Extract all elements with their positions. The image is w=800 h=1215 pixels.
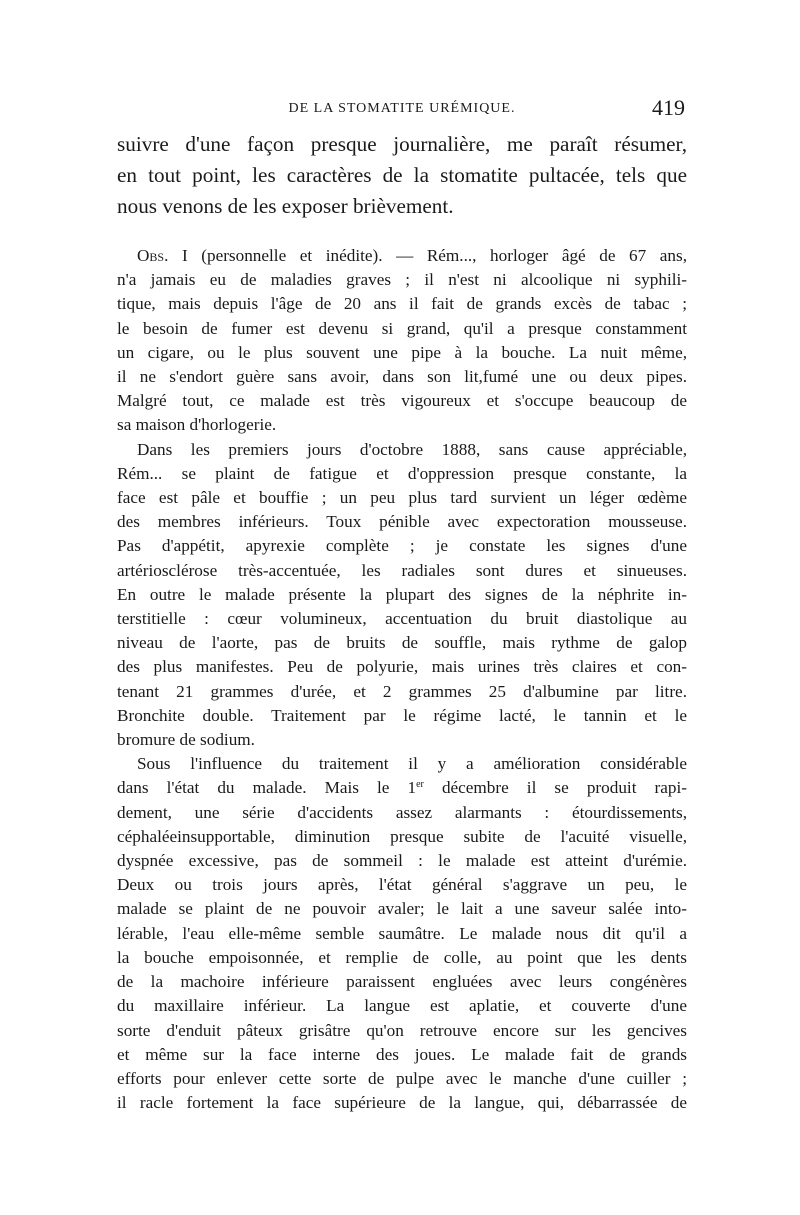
text-line: Dans les premiers jours d'octobre 1888, sans cause appréciable,: [137, 439, 687, 459]
text-line: le besoin de fumer est devenu si grand, qu'il a presque constamment: [117, 318, 687, 338]
observation-paragraph-2: [117, 438, 687, 753]
observation-label: Obs. I: [137, 246, 188, 265]
text-line: un cigare, ou le plus souvent une pipe à la bouche. La nuit même,: [117, 342, 687, 362]
ordinal-superscript: er: [416, 779, 424, 791]
text-line: Deux ou trois jours après, l'état général s'aggrave un peu, le: [117, 875, 687, 895]
text-line: lérable, l'eau elle-même semble saumâtre. Le malade nous dit qu'il a: [117, 923, 687, 943]
text-line: tenant 21 grammes d'urée, et 2 grammes 25 d'albumine par litre.: [117, 681, 687, 701]
text-line: du maxillaire inférieur. La langue est aplatie, et couverte d'une: [117, 996, 687, 1016]
book-page: [117, 95, 687, 1115]
text-line: des membres inférieurs. Toux pénible avec expectoration mousseuse.: [117, 512, 687, 532]
text-line: il racle fortement la face supérieure de la langue, qui, débarrassée de: [117, 1093, 687, 1113]
text-line: tique, mais depuis l'âge de 20 ans il fait de grands excès de tabac ;: [117, 294, 687, 314]
text-line: et même sur la face interne des joues. Le malade fait de grands: [117, 1044, 687, 1064]
intro-paragraph: [117, 129, 687, 222]
observation-block: [117, 244, 687, 1115]
text-line: dement, une série d'accidents assez alarmants : étourdissements,: [117, 802, 687, 822]
text-line: malade se plaint de ne pouvoir avaler; le lait a une saveur salée into-: [117, 899, 687, 919]
text-line: sa maison d'horlogerie.: [117, 415, 277, 435]
text-line: bromure de sodium.: [117, 730, 255, 750]
text-line: Bronchite double. Traitement par le régime lacté, le tannin et le: [117, 705, 687, 725]
observation-paragraph-3: [117, 752, 687, 1115]
text-line: face est pâle et bouffie ; un peu plus tard survient un léger œdème: [117, 488, 687, 508]
text-line: Malgré tout, ce malade est très vigoureux et s'occupe beaucoup de: [117, 391, 687, 411]
text-line: sorte d'enduit pâteux grisâtre qu'on retrouve encore sur les gencives: [117, 1020, 687, 1040]
observation-intro: (personnelle et inédite). — Rém..., horloger âgé de 67 ans,: [187, 246, 687, 265]
running-head: [117, 95, 687, 129]
text-line: Pas d'appétit, apyrexie complète ; je constate les signes d'une: [117, 536, 687, 556]
text-line: il ne s'endort guère sans avoir, dans son lit,fumé une ou deux pipes.: [117, 367, 687, 387]
text-line: terstitielle : cœur volumineux, accentuation du bruit diastolique au: [117, 609, 687, 629]
text-line: en tout point, les caractères de la stomatite pultacée, tels que: [117, 163, 687, 187]
text-line: céphaléeinsupportable, diminution presque subite de l'acuité visuelle,: [117, 826, 687, 846]
page-number: 419: [652, 95, 685, 120]
text-line: de la machoire inférieure paraissent engluées avec leurs congénères: [117, 972, 687, 992]
text-line: efforts pour enlever cette sorte de pulpe avec le manche d'une cuiller ;: [117, 1068, 687, 1088]
text-fragment: dans l'état du malade. Mais le 1: [117, 778, 417, 798]
text-line: n'a jamais eu de maladies graves ; il n'est ni alcoolique ni syphili-: [117, 270, 687, 290]
text-line: nous venons de les exposer brièvement.: [117, 194, 454, 218]
running-title: DE LA STOMATITE URÉMIQUE.: [288, 101, 516, 116]
text-line: Rém... se plaint de fatigue et d'oppression presque constante, la: [117, 463, 687, 483]
text-line: des plus manifestes. Peu de polyurie, mais urines très claires et con-: [117, 657, 687, 677]
text-line: dyspnée excessive, pas de sommeil : le malade est atteint d'urémie.: [117, 851, 687, 871]
text-fragment: décembre il se produit rapi-: [423, 778, 687, 798]
text-line: [117, 244, 687, 268]
text-line: En outre le malade présente la plupart des signes de la néphrite in-: [117, 584, 687, 604]
text-line: niveau de l'aorte, pas de bruits de souffle, mais rythme de galop: [117, 633, 687, 653]
text-line: la bouche empoisonnée, et remplie de colle, au point que les dents: [117, 947, 687, 967]
text-line: Sous l'influence du traitement il y a amélioration considérable: [137, 754, 687, 774]
text-line: artériosclérose très-accentuée, les radiales sont dures et sinueuses.: [117, 560, 687, 580]
observation-paragraph-1: [117, 244, 687, 438]
text-line: suivre d'une façon presque journalière, me paraît résumer,: [117, 132, 687, 156]
text-line: [117, 776, 687, 800]
